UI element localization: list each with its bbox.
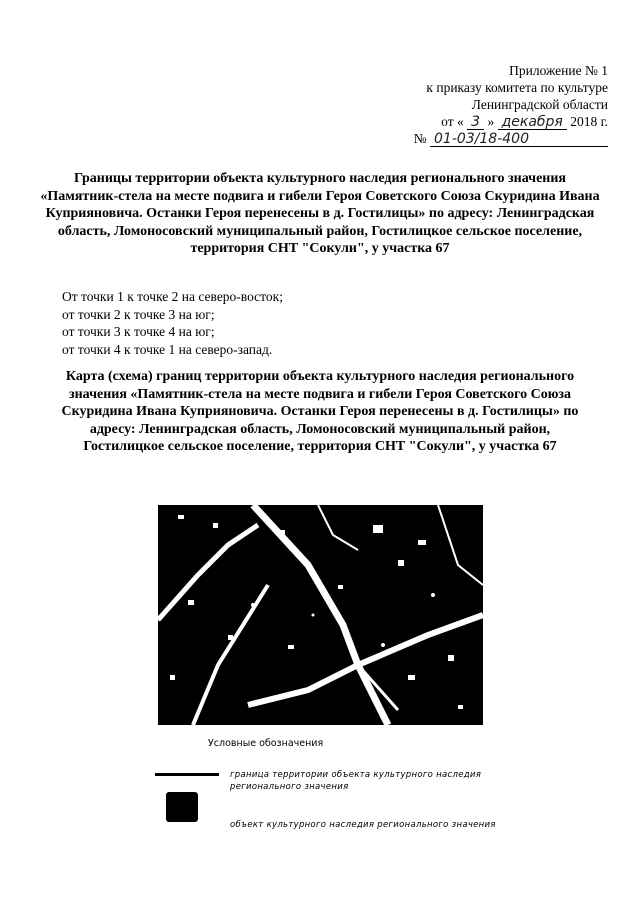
date-month: декабря — [498, 115, 567, 130]
direction-line: От точки 1 к точке 2 на северо-восток; — [62, 289, 283, 304]
appendix-region: Ленинградской области — [471, 97, 608, 112]
document-title: Границы территории объекта культурного наследия регионального значения «Памятник-стела на месте подвига и гибели Героя Советского Союза Скуридина Ивана Куприяновича. Останки Героя перенесены в д. Гостилицы» по адресу: Ленинградская область, Ломоносовский муниципальный район, Гостилицкое сельское поселение, территория СНТ "Сокули", у участка 67 — [40, 171, 600, 256]
appendix-order-number — [368, 130, 608, 147]
date-day: 3 — [467, 115, 484, 130]
number-value: 01-03/18-400 — [430, 132, 608, 147]
appendix-order-ref: к приказу комитета по культуре — [426, 80, 608, 95]
direction-line: от точки 3 к точке 4 на юг; — [62, 324, 215, 339]
appendix-block — [368, 62, 608, 147]
boundary-directions — [62, 288, 283, 358]
legend-boundary-label: граница территории объекта культурного наследия регионального значения — [230, 770, 482, 792]
date-prefix: от « — [441, 114, 464, 129]
boundary-map — [158, 505, 483, 725]
map-graphic — [158, 505, 483, 725]
date-year: 2018 г. — [570, 114, 608, 129]
number-prefix: № — [413, 131, 427, 146]
date-mid: » — [487, 114, 495, 129]
direction-line: от точки 2 к точке 3 на юг; — [62, 306, 215, 322]
legend-title: Условные обозначения — [208, 738, 324, 749]
direction-line: от точки 4 к точке 1 на северо-запад. — [62, 341, 273, 357]
appendix-date — [368, 113, 608, 130]
legend-object-symbol — [166, 792, 198, 822]
legend-object-label: объект культурного наследия регионального значения — [230, 820, 496, 830]
appendix-number: Приложение № 1 — [509, 63, 608, 78]
legend-boundary-symbol — [155, 773, 219, 776]
map-title: Карта (схема) границ территории объекта культурного наследия регионального значения «Памятник-стела на месте подвига и гибели Героя Советского Союза Скуридина Ивана Куприяновича. Останки Героя перенесены в д. Гостилицы» по адресу: Ленинградская область, Ломоносовский муниципальный район, Гостилицкое сельское поселение, территория СНТ "Сокули", у участка 67 — [61, 369, 579, 454]
